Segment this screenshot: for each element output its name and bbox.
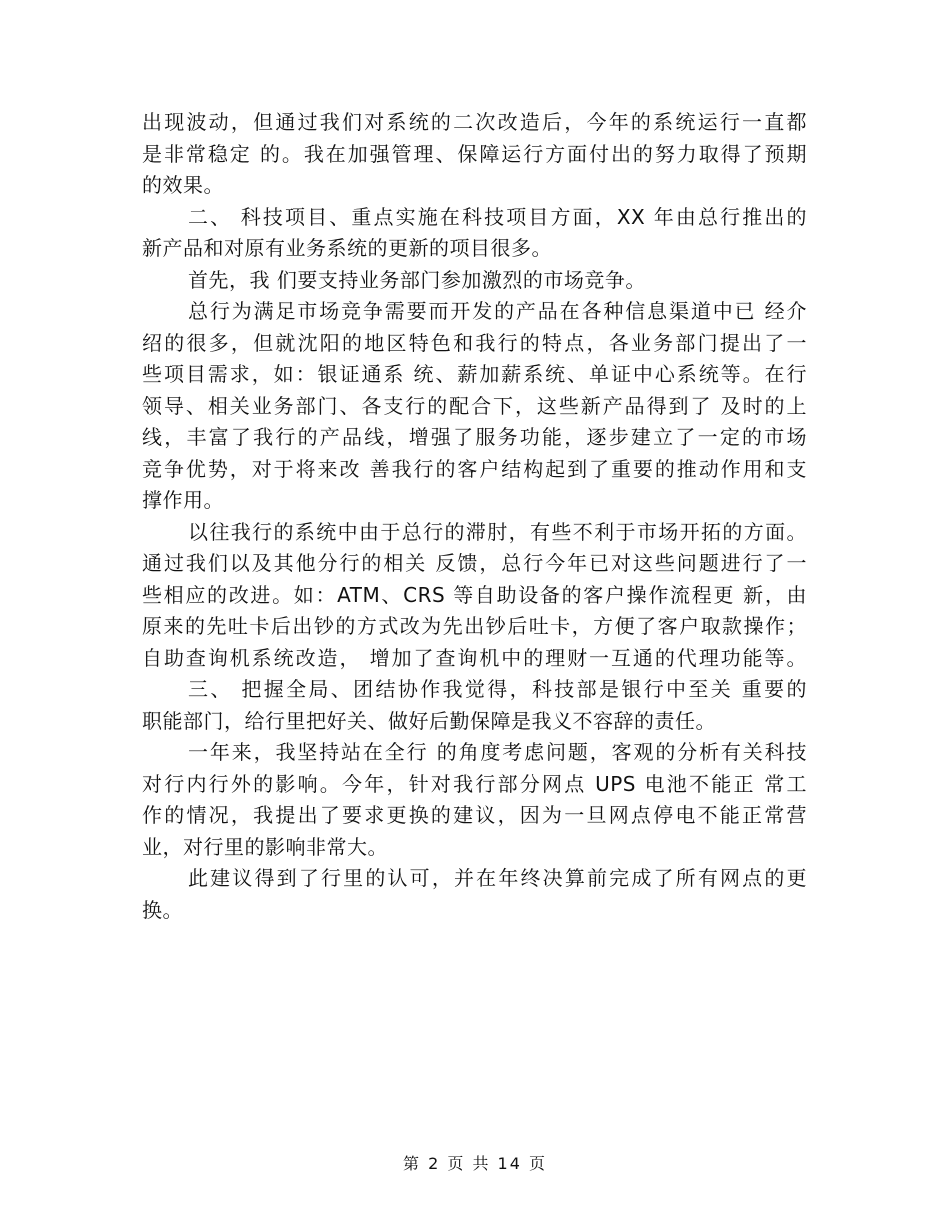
text-line: 原来的先吐卡后出钞的方式改为先出钞后吐卡，方便了客户取款操作； xyxy=(142,614,807,638)
text-line: 一年来，我坚持站在全行 的角度考虑问题，客观的分析有关科技 xyxy=(188,740,807,764)
body-text xyxy=(142,107,807,926)
text-line: 自助查询机系统改造， 增加了查询机中的理财一互通的代理功能等。 xyxy=(142,645,807,670)
text-line: 新产品和对原有业务系统的更新的项目很多。 xyxy=(142,236,552,260)
text-line: 对行内行外的影响。今年，针对我行部分网点 UPS 电池不能正 常工 xyxy=(142,771,807,796)
text-line: 出现波动，但通过我们对系统的二次改造后，今年的系统运行一直都 xyxy=(142,110,807,134)
text-line: 些项目需求，如：银证通系 统、薪加薪系统、单证中心系统等。在行 xyxy=(142,362,807,386)
text-line: 换。 xyxy=(142,897,183,922)
text-line: 些相应的改进。如：ATM、CRS 等自助设备的客户操作流程更 新，由 xyxy=(142,582,807,607)
text-line: 竞争优势，对于将来改 善我行的客户结构起到了重要的推动作用和支 xyxy=(142,456,807,481)
text-line: 通过我们以及其他分行的相关 反馈，总行今年已对这些问题进行了一 xyxy=(142,551,807,575)
text-line: 是非常稳定 的。我在加强管理、保障运行方面付出的努力取得了预期 xyxy=(142,141,807,166)
text-line: 撑作用。 xyxy=(142,488,224,512)
text-line: 绍的很多，但就沈阳的地区特色和我行的特点，各业务部门提出了一 xyxy=(142,330,807,355)
text-line: 领导、相关业务部门、各支行的配合下，这些新产品得到了 及时的上 xyxy=(142,393,807,418)
section-heading-line: 二、 科技项目、重点实施在科技项目方面，XX 年由总行推出的 xyxy=(188,204,807,229)
text-line: 的效果。 xyxy=(142,173,224,197)
text-line: 总行为满足市场竞争需要而开发的产品在各种信息渠道中已 经介 xyxy=(188,299,807,323)
text-line: 作的情况，我提出了要求更换的建议，因为一旦网点停电不能正常营 xyxy=(142,803,807,827)
text-line: 线，丰富了我行的产品线，增强了服务功能，逐步建立了一定的市场 xyxy=(142,425,807,449)
text-line: 此建议得到了行里的认可，并在年终决算前完成了所有网点的更 xyxy=(188,866,807,890)
page-number-footer: 第 2 页 共 14 页 xyxy=(403,1154,547,1173)
section-heading-line: 三、 把握全局、团结协作我觉得，科技部是银行中至关 重要的 xyxy=(188,677,807,701)
text-line: 以往我行的系统中由于总行的滞肘，有些不利于市场开拓的方面。 xyxy=(188,519,807,544)
text-line: 业，对行里的影响非常大。 xyxy=(142,834,388,859)
text-line: 首先，我 们要支持业务部门参加激烈的市场竞争。 xyxy=(188,267,646,292)
text-line: 职能部门，给行里把好关、做好后勤保障是我义不容辞的责任。 xyxy=(142,708,716,733)
